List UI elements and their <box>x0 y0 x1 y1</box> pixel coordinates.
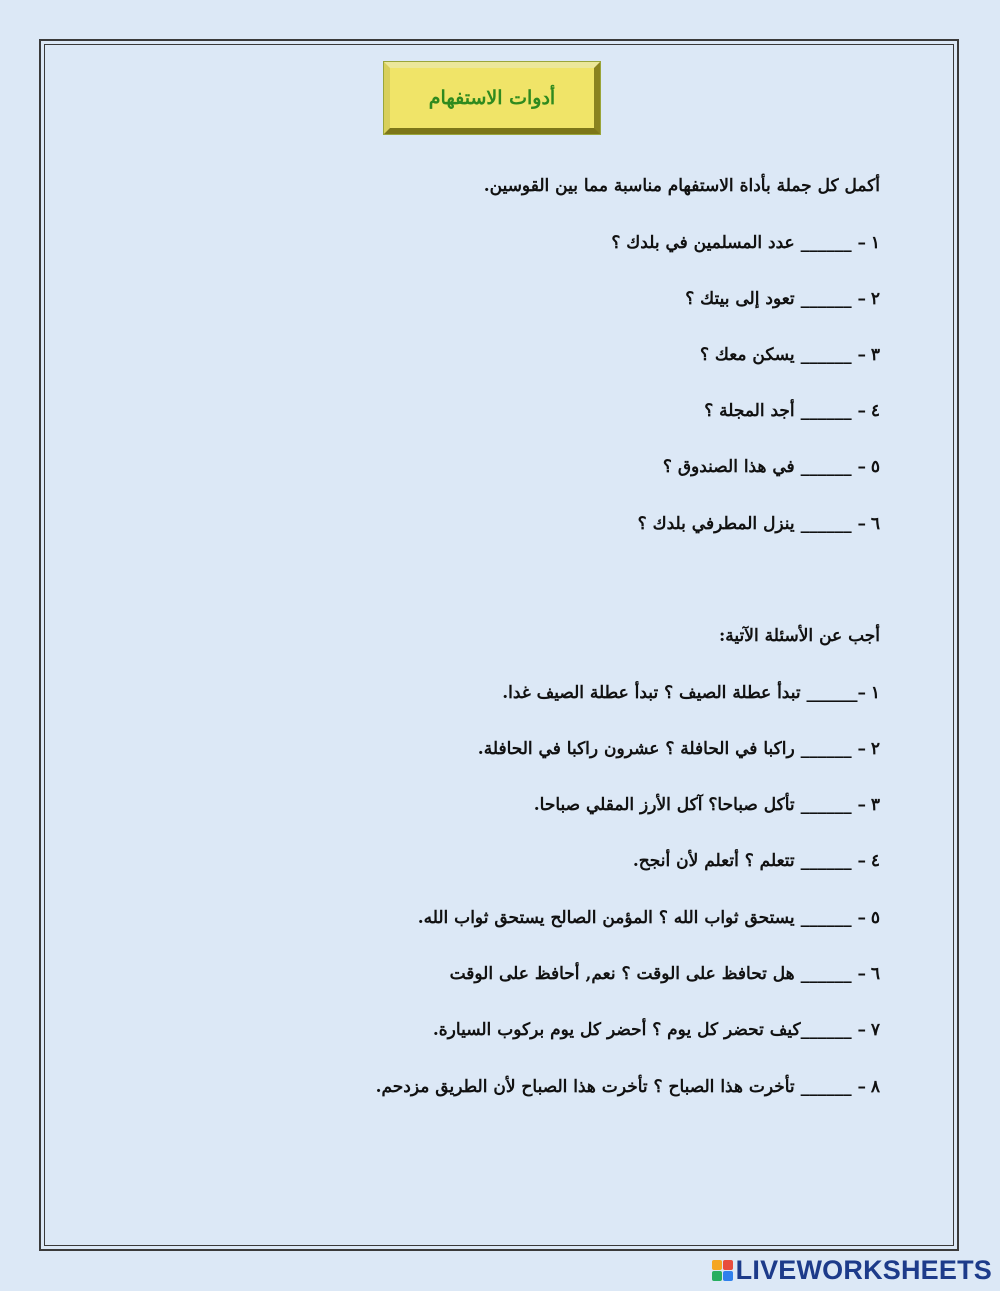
section2-item <box>502 683 880 703</box>
item-text: –______ تبدأ عطلة الصيف ؟ تبدأ عطلة الصيف غدا. <box>502 683 866 703</box>
section1-item <box>611 233 880 253</box>
section1-item <box>663 457 880 477</box>
item-text: – ______ تأخرت هذا الصباح ؟ تأخرت هذا الصباح لأن الطريق مزدحم. <box>375 1077 866 1097</box>
item-text: – ______ تعود إلى بيتك ؟ <box>685 289 866 309</box>
item-number: ٤ <box>870 401 880 421</box>
section2-instruction: أجب عن الأسئلة الآتية: <box>719 626 880 646</box>
title-box <box>384 62 600 134</box>
section2-item <box>433 1020 880 1040</box>
section2-item <box>633 851 880 871</box>
liveworksheets-logo-icon <box>712 1260 733 1281</box>
item-number: ٧ <box>870 1020 880 1040</box>
item-text: – ______ ينزل المطرفي بلدك ؟ <box>637 514 866 534</box>
item-text: – ______ هل تحافظ على الوقت ؟ نعم, أحافظ على الوقت <box>449 964 866 984</box>
section1-instruction: أكمل كل جملة بأداة الاستفهام مناسبة مما بين القوسين. <box>483 176 880 196</box>
item-text: – ______كيف تحضر كل يوم ؟ أحضر كل يوم بركوب السيارة. <box>432 1020 866 1040</box>
item-number: ١ <box>870 683 880 703</box>
section2-item <box>450 964 880 984</box>
item-number: ٤ <box>870 851 880 871</box>
item-number: ٥ <box>870 908 880 928</box>
item-text: – ______ عدد المسلمين في بلدك ؟ <box>611 233 866 253</box>
item-text: – ______ يستحق ثواب الله ؟ المؤمن الصالح يستحق ثواب الله. <box>417 908 866 928</box>
item-number: ٥ <box>870 457 880 477</box>
worksheet-title: أدوات الاستفهام <box>428 87 556 109</box>
item-text: – ______ تتعلم ؟ أتعلم لأن أنجح. <box>632 851 866 871</box>
section1-item <box>638 514 880 534</box>
item-text: – ______ تأكل صباحا؟ آكل الأرز المقلي صباحا. <box>533 795 866 815</box>
section2-item <box>376 1077 880 1097</box>
item-text: – ______ يسكن معك ؟ <box>699 345 866 365</box>
section2-item <box>418 908 880 928</box>
section2-item <box>534 795 880 815</box>
item-number: ٨ <box>870 1077 880 1097</box>
item-text: – ______ راكبا في الحافلة ؟ عشرون راكبا في الحافلة. <box>477 739 866 759</box>
item-number: ٦ <box>870 514 880 534</box>
section1-item <box>704 401 880 421</box>
item-number: ٢ <box>870 739 880 759</box>
item-number: ٣ <box>870 795 880 815</box>
item-text: – ______ في هذا الصندوق ؟ <box>662 457 866 477</box>
logo-text: LIVEWORKSHEETS <box>735 1254 992 1285</box>
item-number: ٢ <box>870 289 880 309</box>
liveworksheets-logo[interactable] <box>712 1255 992 1285</box>
item-number: ١ <box>870 233 880 253</box>
section1-item <box>700 345 880 365</box>
item-number: ٦ <box>870 964 880 984</box>
section1-item <box>685 289 880 309</box>
item-text: – ______ أجد المجلة ؟ <box>704 401 866 421</box>
section2-item <box>478 739 880 759</box>
item-number: ٣ <box>870 345 880 365</box>
